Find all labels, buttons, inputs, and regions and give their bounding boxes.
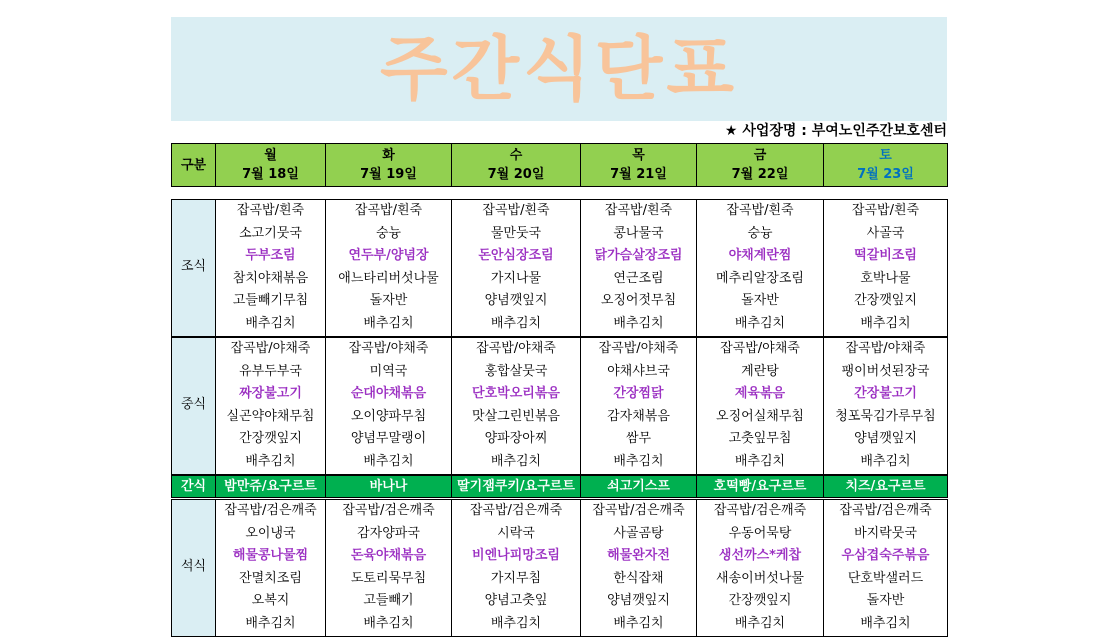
day-date: 7월 23일 — [857, 167, 914, 182]
day-name: 화 — [382, 148, 395, 163]
menu-item: 도토리묵무침 — [350, 570, 427, 586]
day-name: 수 — [509, 148, 523, 163]
menu-item: 잔멸치조림 — [239, 570, 302, 586]
breakfast-thu — [581, 200, 697, 337]
menu-item: 사골곰탕 — [613, 525, 664, 541]
menu-item: 양념깻잎지 — [607, 593, 670, 609]
lunch-table — [171, 337, 948, 475]
menu-item: 한식잡채 — [613, 570, 664, 586]
menu-item: 미역국 — [369, 363, 408, 379]
day-header-mon — [216, 144, 326, 187]
menu-item: 잡곡밥/검은깨죽 — [224, 503, 317, 518]
menu-item: 간장깻잎지 — [854, 293, 917, 309]
menu-item: 오이양파무침 — [350, 408, 427, 424]
dinner-fri — [697, 500, 824, 637]
menu-item: 배추김치 — [734, 615, 786, 631]
menu-item: 감자채볶음 — [607, 408, 670, 424]
breakfast-sat — [824, 200, 948, 337]
menu-item-main: 제육볶음 — [734, 386, 786, 402]
menu-item-main: 돈육야채볶음 — [350, 548, 427, 564]
breakfast-table — [171, 199, 948, 337]
menu-item: 가지나물 — [490, 270, 542, 286]
menu-item: 잡곡밥/검은깨죽 — [469, 503, 563, 518]
menu-item: 양파장아찌 — [484, 431, 548, 447]
menu-item: 잡곡밥/흰죽 — [236, 203, 305, 218]
menu-item: 시락국 — [497, 525, 535, 541]
menu-item: 잡곡밥/검은깨죽 — [839, 503, 932, 518]
menu-item: 계란탕 — [741, 363, 779, 379]
menu-item-main: 야채계란찜 — [728, 248, 792, 264]
snack-wed: 딸기잼쿠키/요구르트 — [452, 476, 581, 498]
day-name: 월 — [264, 148, 277, 163]
day-date: 7월 19일 — [360, 167, 417, 182]
day-name: 토 — [879, 148, 892, 163]
menu-item: 유부두부국 — [239, 363, 302, 379]
day-header-wed — [452, 144, 581, 187]
menu-item: 배추김치 — [860, 315, 911, 331]
menu-item: 배추김치 — [613, 315, 664, 331]
menu-item: 오복지 — [251, 593, 290, 609]
menu-item: 잡곡밥/흰죽 — [851, 203, 920, 218]
menu-item-main: 비엔나피망조림 — [472, 548, 560, 564]
menu-item: 맛살그린빈볶음 — [472, 408, 560, 424]
snack-tue: 바나나 — [326, 476, 452, 498]
menu-item: 잡곡밥/흰죽 — [604, 203, 673, 218]
menu-item: 돌자반 — [369, 293, 408, 309]
menu-item: 간장깻잎지 — [239, 431, 302, 447]
menu-item: 팽이버섯된장국 — [841, 363, 930, 379]
dinner-thu — [581, 500, 697, 637]
day-header-sat — [824, 144, 948, 187]
menu-item: 소고기뭇국 — [239, 225, 302, 241]
menu-item: 배추김치 — [613, 615, 664, 631]
lunch-thu — [581, 338, 697, 475]
menu-item: 사골국 — [866, 225, 905, 241]
day-date: 7월 22일 — [731, 167, 789, 182]
facility-name: ★ 사업장명 : 부여노인주간보호센터 — [724, 123, 947, 139]
menu-item: 배추김치 — [490, 615, 542, 631]
snack-mon: 밤만쥬/요구르트 — [216, 476, 326, 498]
menu-item: 잡곡밥/검은깨죽 — [592, 503, 685, 518]
snack-table — [171, 475, 948, 498]
day-header-table — [171, 143, 948, 187]
menu-item: 메추리알장조림 — [716, 270, 804, 286]
menu-item-main: 해물완자전 — [607, 548, 670, 564]
page-title: 주간식단표 — [379, 28, 739, 110]
menu-item-main: 단호박오리볶음 — [472, 386, 560, 402]
menu-item-main: 간장불고기 — [854, 386, 917, 402]
snack-thu: 쇠고기스프 — [581, 476, 697, 498]
menu-item: 야채샤브국 — [607, 363, 670, 379]
menu-item: 잡곡밥/야채죽 — [598, 341, 679, 356]
menu-item-main: 닭가슴살장조림 — [594, 248, 683, 264]
menu-item: 청포묵김가루무침 — [835, 408, 936, 424]
menu-item: 잡곡밥/야채죽 — [348, 341, 429, 356]
menu-item: 잡곡밥/흰죽 — [354, 203, 423, 218]
day-date: 7월 18일 — [242, 167, 299, 182]
lunch-wed — [452, 338, 581, 475]
menu-item: 잡곡밥/야채죽 — [476, 341, 556, 356]
dinner-table — [171, 499, 948, 637]
menu-item: 배추김치 — [734, 453, 786, 469]
menu-item: 잡곡밥/야채죽 — [845, 341, 926, 356]
menu-item: 배추김치 — [245, 315, 296, 331]
menu-item: 홍합살뭇국 — [484, 363, 548, 379]
meal-label-snack: 간식 — [172, 476, 216, 498]
dinner-wed — [452, 500, 581, 637]
meal-label-dinner: 석식 — [172, 500, 216, 637]
menu-item: 연근조림 — [613, 270, 664, 286]
menu-item-main: 생선까스*케찹 — [718, 548, 802, 564]
menu-item: 감자양파국 — [357, 525, 420, 541]
meal-label-lunch: 중식 — [172, 338, 216, 475]
breakfast-fri — [697, 200, 824, 337]
dinner-mon — [216, 500, 326, 637]
menu-item: 양념고춧잎 — [484, 593, 548, 609]
menu-item: 돌자반 — [866, 593, 905, 609]
menu-item: 배추김치 — [363, 315, 414, 331]
menu-item: 새송이버섯나물 — [716, 570, 804, 586]
menu-item: 배추김치 — [245, 453, 296, 469]
menu-item: 잡곡밥/야채죽 — [230, 341, 311, 356]
menu-item: 가지무침 — [490, 570, 542, 586]
day-header-thu — [581, 144, 697, 187]
menu-item: 우동어묵탕 — [728, 525, 792, 541]
menu-item-main: 해물콩나물찜 — [232, 548, 309, 564]
menu-item-main: 두부조림 — [245, 248, 296, 264]
menu-item-main: 우삼겹숙주볶음 — [841, 548, 930, 564]
menu-item: 잡곡밥/흰죽 — [726, 203, 794, 218]
menu-item: 실곤약야채무침 — [226, 408, 315, 424]
dinner-sat — [824, 500, 948, 637]
menu-item: 돌자반 — [741, 293, 779, 309]
menu-item: 오이냉국 — [245, 525, 296, 541]
snack-sat: 치즈/요구르트 — [824, 476, 948, 498]
menu-item: 배추김치 — [860, 453, 911, 469]
day-date: 7월 21일 — [610, 167, 667, 182]
menu-item: 호박나물 — [860, 270, 911, 286]
menu-item-main: 간장찜닭 — [613, 386, 664, 402]
breakfast-mon — [216, 200, 326, 337]
menu-item-main: 돈안심장조림 — [478, 248, 554, 264]
menu-item: 배추김치 — [490, 453, 542, 469]
menu-item: 양념깻잎지 — [854, 431, 917, 447]
menu-item: 물만둣국 — [490, 225, 542, 241]
menu-item: 바지락뭇국 — [854, 525, 917, 541]
menu-item: 배추김치 — [613, 453, 664, 469]
menu-item: 애느타리버섯나물 — [338, 270, 439, 286]
lunch-fri — [697, 338, 824, 475]
menu-item: 고들빼기 — [363, 593, 414, 609]
day-name: 금 — [753, 148, 767, 163]
day-name: 목 — [632, 148, 645, 163]
menu-item: 간장깻잎지 — [728, 593, 792, 609]
menu-item: 숭늉 — [747, 225, 773, 241]
breakfast-wed — [452, 200, 581, 337]
menu-item: 배추김치 — [363, 615, 414, 631]
breakfast-tue — [326, 200, 452, 337]
menu-item: 오징어젓무침 — [600, 293, 677, 309]
menu-item: 배추김치 — [860, 615, 911, 631]
menu-item: 쌈무 — [625, 431, 652, 447]
menu-item-main: 순대야채볶음 — [350, 386, 427, 402]
menu-item: 배추김치 — [490, 315, 542, 331]
menu-item: 고춧잎무침 — [728, 431, 792, 447]
menu-item: 숭늉 — [375, 225, 402, 241]
menu-item: 잡곡밥/검은깨죽 — [342, 503, 435, 518]
menu-item-main: 연두부/양념장 — [348, 248, 429, 264]
menu-item: 배추김치 — [734, 315, 786, 331]
menu-item: 잡곡밥/야채죽 — [720, 341, 800, 356]
menu-item: 잡곡밥/흰죽 — [482, 203, 550, 218]
gubun-header: 구분 — [172, 144, 216, 187]
menu-item: 잡곡밥/검은깨죽 — [713, 503, 807, 518]
meal-label-breakfast: 조식 — [172, 200, 216, 337]
lunch-sat — [824, 338, 948, 475]
menu-item: 양념깻잎지 — [484, 293, 548, 309]
snack-fri: 호떡빵/요구르트 — [697, 476, 824, 498]
menu-item: 고들빼기무침 — [232, 293, 309, 309]
menu-item: 오징어실채무침 — [716, 408, 804, 424]
day-header-tue — [326, 144, 452, 187]
menu-item: 콩나물국 — [613, 225, 664, 241]
lunch-tue — [326, 338, 452, 475]
day-header-fri — [697, 144, 824, 187]
menu-item: 단호박샐러드 — [847, 570, 924, 586]
menu-item: 참치야채볶음 — [232, 270, 309, 286]
menu-item: 배추김치 — [245, 615, 296, 631]
menu-item: 배추김치 — [363, 453, 414, 469]
menu-item-main: 짜장불고기 — [239, 386, 302, 402]
menu-item: 양념무말랭이 — [350, 431, 427, 447]
title-banner — [171, 17, 947, 121]
day-date: 7월 20일 — [487, 167, 545, 182]
lunch-mon — [216, 338, 326, 475]
dinner-tue — [326, 500, 452, 637]
menu-item-main: 떡갈비조림 — [854, 248, 917, 264]
